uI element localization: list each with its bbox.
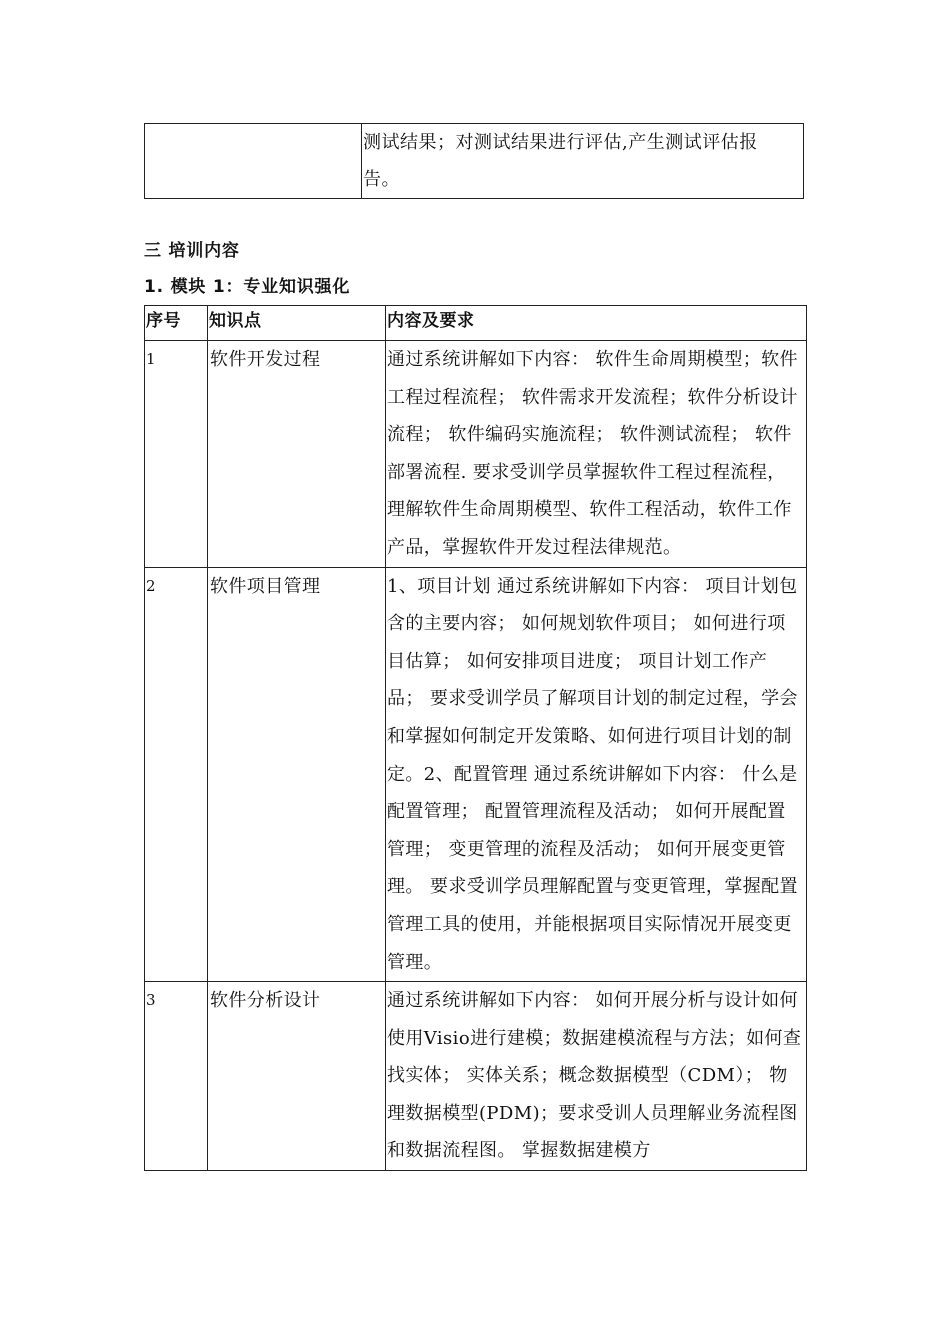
table-header-row [145, 306, 807, 341]
table-row [145, 567, 807, 982]
row-number: 1 [145, 341, 208, 568]
row-content: 通过系统讲解如下内容： 软件生命周期模型；软件工程过程流程； 软件需求开发流程；软件分析设计流程； 软件编码实施流程； 软件测试流程； 软件部署流程. 要求受训学员掌握软件工程过程流程，理解软件生命周期模型、软件工程活动，软件工作产品，掌握软件开发过程法律规范。 [386, 341, 807, 568]
header-topic: 知识点 [208, 306, 386, 341]
table-cell-text: 测试结果；对测试结果进行评估,产生测试评估报告。 [362, 124, 804, 199]
module-heading: 1. 模块 1：专业知识强化 [144, 277, 351, 297]
row-content: 1、项目计划 通过系统讲解如下内容： 项目计划包含的主要内容； 如何规划软件项目； 如何进行项目估算； 如何安排项目进度； 项目计划工作产品； 要求受训学员了解项目计划的制定过程，学会和掌握如何制定开发策略、如何进行项目计划的制定。2、配置管理 通过系统讲解如下内容： 什么是配置管理； 配置管理流程及活动； 如何开展配置管理； 变更管理的流程及活动； 如何开展变更管理。 要求受训学员理解配置与变更管理，掌握配置管理工具的使用，并能根据项目实际情况开展变更管理。 [386, 567, 807, 982]
table-row [145, 124, 804, 199]
training-content-table [144, 305, 807, 1171]
header-content: 内容及要求 [386, 306, 807, 341]
row-content: 通过系统讲解如下内容： 如何开展分析与设计如何使用Visio进行建模；数据建模流程与方法；如何查找实体； 实体关系；概念数据模型（CDM）； 物理数据模型(PDM)；要求受训人员理解业务流程图和数据流程图。 掌握数据建模方 [386, 982, 807, 1171]
table-row [145, 341, 807, 568]
row-topic: 软件项目管理 [208, 567, 386, 982]
row-topic: 软件分析设计 [208, 982, 386, 1171]
table-cell-empty [145, 124, 362, 199]
header-no: 序号 [145, 306, 208, 341]
table-row [145, 982, 807, 1171]
row-number: 2 [145, 567, 208, 982]
continuation-table [144, 123, 804, 199]
row-number: 3 [145, 982, 208, 1171]
section-heading: 三 培训内容 [144, 241, 240, 261]
row-topic: 软件开发过程 [208, 341, 386, 568]
